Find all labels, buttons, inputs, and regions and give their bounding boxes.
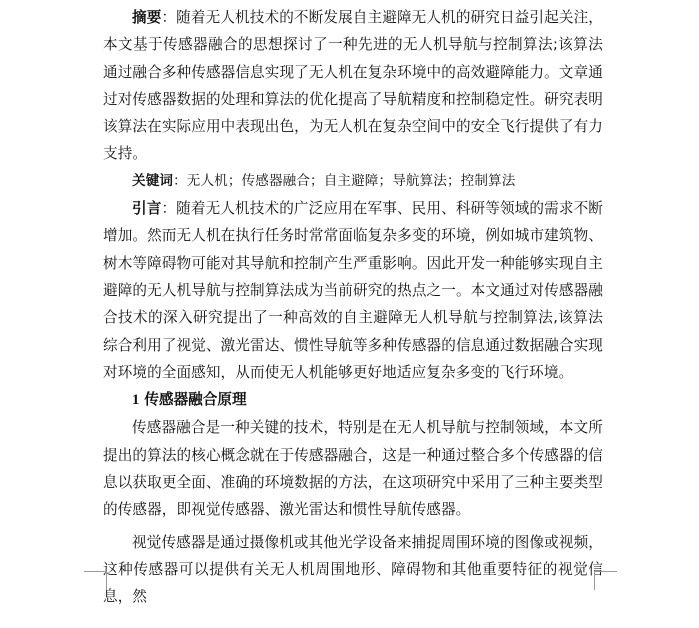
document-body (103, 4, 603, 611)
abstract-text: ：随着无人机技术的不断发展自主避障无人机的研究日益引起关注，本文基于传感器融合的思想探讨了一种先进的无人机导航与控制算法;该算法通过融合多种传感器信息实现了无人机在复杂环境中的高效避障能力。文章通过对传感器数据的处理和算法的优化提高了导航精度和控制稳定性。研究表明该算法在实际应用中表现出色，为无人机在复杂空间中的安全飞行提供了有力支持。 (103, 9, 603, 163)
keywords-label: 关键词 (132, 172, 174, 189)
margin-corner-mark-left (84, 571, 107, 590)
section-title: 传感器融合原理 (144, 391, 247, 409)
margin-corner-mark-right (594, 571, 617, 590)
introduction-text: ：随着无人机技术的广泛应用在军事、民用、科研等领域的需求不断增加。然而无人机在执行任务时常常面临复杂多变的环境，例如城市建筑物、树木等障碍物可能对其导航和控制产生严重影响。因此开发一种能够实现自主避障的无人机导航与控制算法成为当前研究的热点之一。本文通过对传感器融合技术的深入研究提出了一种高效的自主避障无人机导航与控制算法,该算法综合利用了视觉、激光雷达、惯性导航等多种传感器的信息通过数据融合实现对环境的全面感知，从而使无人机能够更好地适应复杂多变的飞行环境。 (103, 200, 603, 381)
keywords-paragraph (103, 168, 603, 195)
introduction-label: 引言 (132, 200, 162, 218)
section-heading (103, 386, 603, 414)
introduction-paragraph (103, 195, 603, 386)
abstract-paragraph (103, 4, 603, 168)
abstract-label: 摘要 (132, 9, 162, 26)
section-paragraph-2: 视觉传感器是通过摄像机或其他光学设备来捕捉周围环境的图像或视频，这种传感器可以提供有关无人机周围地形、障碍物和其他重要特征的视觉信息，然 (103, 533, 603, 606)
section-number: 1 (132, 392, 140, 409)
section-paragraph-1: 传感器融合是一种关键的技术，特别是在无人机导航与控制领域，本文所提出的算法的核心概念就在于传感器融合，这是一种通过整合多个传感器的信息以获取更全面、准确的环境数据的方法，在这项研究中采用了三种主要类型的传感器，即视觉传感器、激光雷达和惯性导航传感器。 (103, 419, 603, 519)
keywords-text: ：无人机；传感器融合；自主避障；导航算法；控制算法 (173, 172, 516, 189)
